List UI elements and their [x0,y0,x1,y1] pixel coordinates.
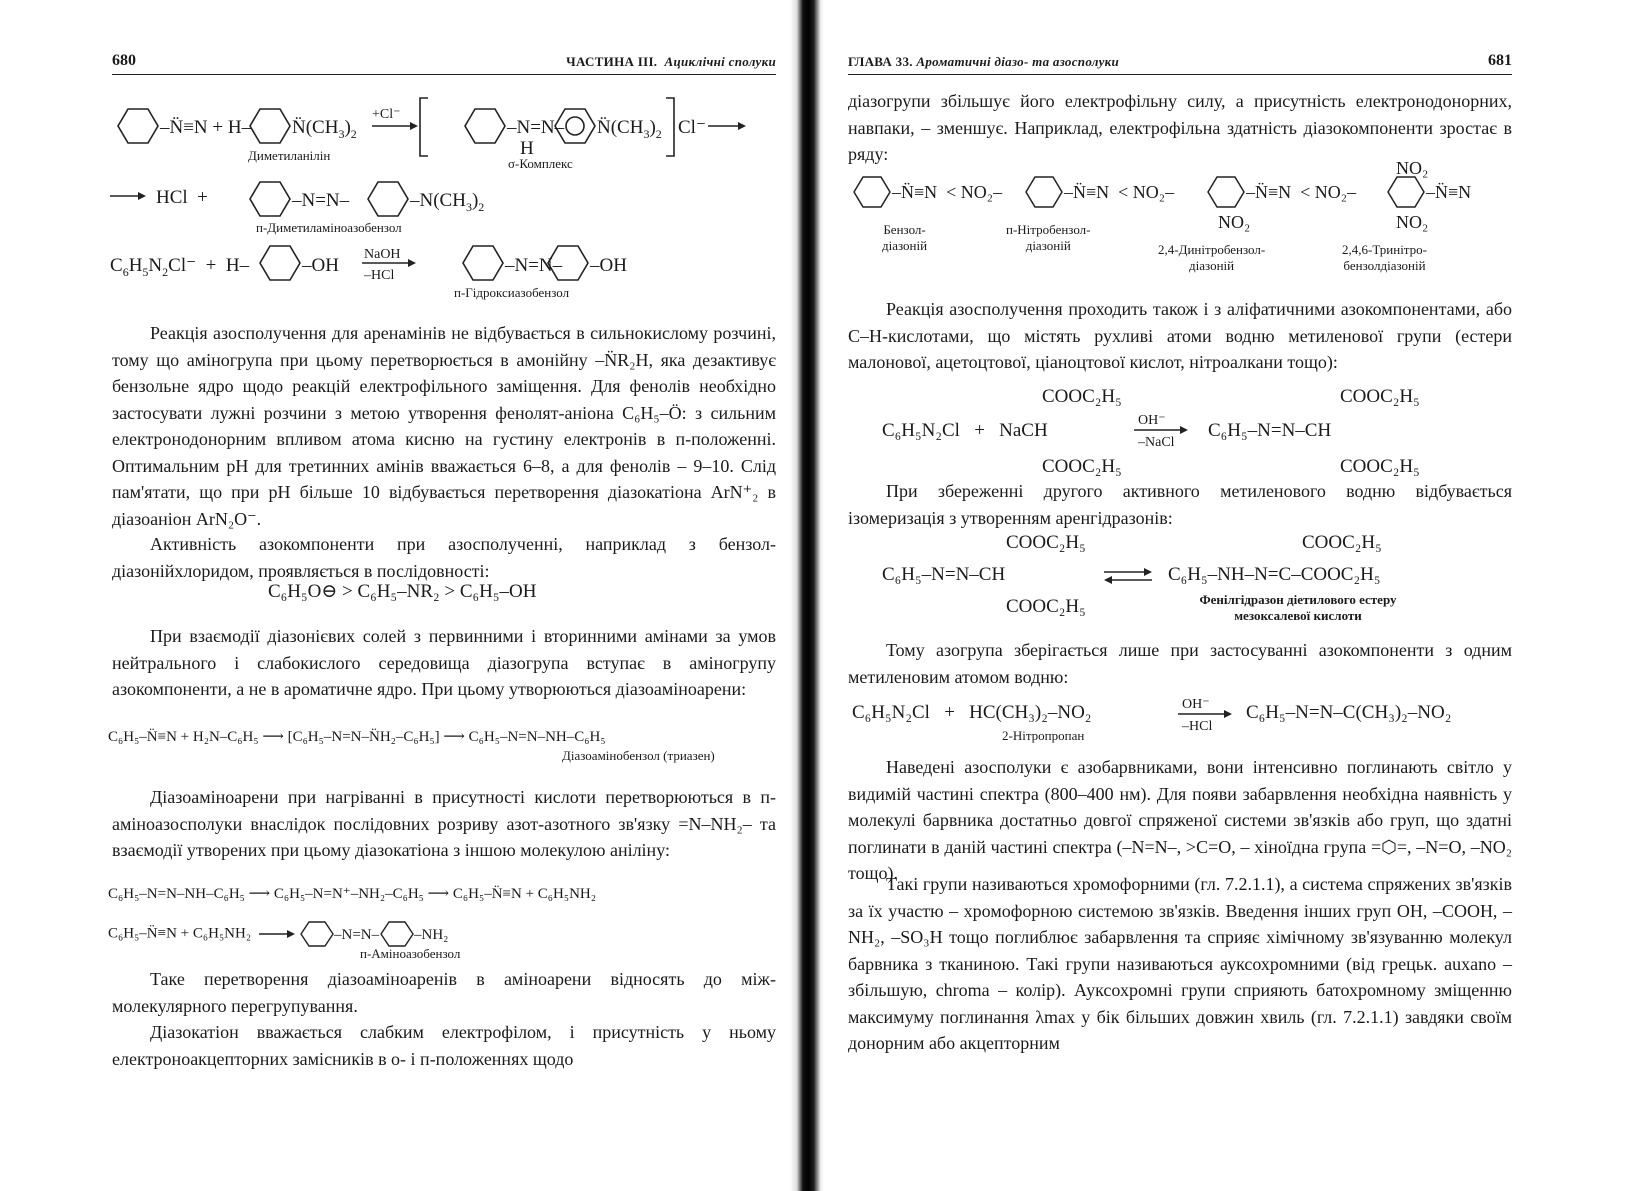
hydroxyazobenzene-caption: п-Гідроксиазобензол [454,285,570,300]
svg-text:–HCl: –HCl [1182,719,1213,730]
dimethylaminoazobenzene-caption: п-Диметиламіноазобензол [256,220,402,235]
left-paragraph-3: При взаємодії діазонієвих солей з первинними і вторинними амінами за умов нейтрального і слабокислого середовища діазогрупа вступає в аміногрупу азокомпоненти, а не в ароматичне ядро. При цьому утворюються діазоаміноарени: [112,626,776,699]
svg-text:COOC₂H₅: COOC₂H₅ [1042,386,1122,407]
dimethylaniline-caption: Диметиланілін [248,148,331,163]
svg-text:–OH: –OH [302,255,339,276]
left-page-number: 680 [112,52,136,69]
svg-text:N̈(CH3)2: $N̈(CH_3)_2$ [292,117,357,141]
rearrangement-equation-2: C₆H₅–N̈≡N + C₆H₅NH₂ –N=N– –NH₂ [108,920,455,948]
svg-text:COOC₂H₅: COOC₂H₅ [1340,456,1420,477]
svg-text:NO₂: NO₂ [1218,212,1251,232]
svg-text:OH⁻: OH⁻ [1138,413,1166,428]
svg-text:–NH₂: –NH₂ [413,927,449,943]
svg-text:C₆H₅N₂Cl + HC(CH₃)₂–NO₂: C₆H₅N₂Cl + HC(CH₃)₂–NO₂ [852,702,1092,723]
right-paragraph-1: діазогрупи збільшує його електрофільну силу, а присутність електронодонорних, навпаки, – зменшує. Наприклад, електрофільна здатність діазокомпоненти зростає в ряду: [848,91,1512,164]
svg-text:–OH: –OH [590,255,627,276]
left-page [0,0,792,1191]
sigma-complex-caption: σ-Комплекс [508,156,573,171]
svg-text:–N̈≡N < NO₂–: –N̈≡N < NO₂– [1246,182,1357,202]
caption-nitrobenzenediazonium: п-Нітробензол- діазоній [1006,222,1091,253]
nitropropane-coupling-scheme [852,690,1512,730]
left-running-title: ЧАСТИНА ІІІ. Ациклічні сполуки [566,54,776,69]
left-paragraph-2: Активність азокомпоненти при азосполученні, наприклад з бензолдіазонійхлоридом, проявляється в послідовності: [112,534,776,581]
svg-text:C6H5N2Cl⁻ + H–: $C_6H_5N_2Cl^- + H-$ [110,255,250,279]
right-page-number: 681 [1488,52,1512,69]
right-page [822,0,1634,1191]
svg-text:–N̈≡N + H–: –N̈≡N + H– [160,117,252,138]
svg-text:–N=N–: –N=N– [292,190,350,211]
left-paragraph-5: Таке перетворення діазоаміноаренів в аміноарени відносять до міжмолекулярного перегрупування. [112,969,776,1016]
svg-text:Cl⁻: Cl⁻ [678,117,706,138]
left-paragraph-4: Діазоаміноарени при нагріванні в присутності кислоти перетворюються в п-аміноазосполуки внаслідок послідовних розриву азот-азотного зв'язку =N–NH₂– та взаємодії утворених при цьому діазокатіона з іншою молекулою аніліну: [112,787,776,860]
left-paragraph-6: Діазокатіон вважається слабким електрофілом, і присутність у ньому електроноакцепторних замісників в о- і п-положеннях щодо [112,1022,776,1069]
left-paragraph-1: Реакція азосполучення для аренамінів не відбувається в сильнокислому розчині, тому що аміногрупа при цьому перетворюється в амонійну –N̈R₂H, яка дезактивує бензольне ядро щодо реакцій електрофільного заміщення. Для фенолів необхідно застосувати лужні розчини з метою утворення фенолят-аніона C₆H₅–Ö: з сильним електронодонорним впливом атома кисню на густину електронів в п-положенні. Оптимальним рН для третинних амінів вважається 6–8, а для фенолів – 9–10. Слід пам'ятати, що при рН більше 10 відбувається перетворення діазокатіона ArN⁺₂ в діазоаніон ArN₂O⁻. [112,323,776,529]
book-spine [790,0,824,1191]
svg-text:–NaCl: –NaCl [1138,435,1175,450]
svg-text:COOC₂H₅: COOC₂H₅ [1006,532,1086,553]
svg-text:C₆H₅–NH–N=C–COOC₂H₅: C₆H₅–NH–N=C–COOC₂H₅ [1168,564,1381,585]
caption-dinitrobenzenediazonium: 2,4-Динітробензол- діазоній [1158,242,1266,273]
triazene-equation: C₆H₅–N̈≡N + H₂N–C₆H₅ ⟶ [C₆H₅–N=N–N̈H₂–C₆H₅] ⟶ C₆H₅–N=N–NH–C₆H₅ [108,729,606,745]
svg-text:COOC₂H₅: COOC₂H₅ [1302,532,1382,553]
left-running-header [112,52,776,75]
svg-text:N̈(CH3)2: $N̈(CH_3)_2$ [597,117,662,141]
svg-text:NO₂: NO₂ [1396,160,1429,178]
right-running-title: ГЛАВА 33. Ароматичні діазо- та азосполуки [848,54,1120,69]
right-paragraph-2: Реакція азосполучення проходить також і з аліфатичними азокомпонентами, або С–Н-кислотами, що містять рухливі атоми водню метиленової групи (естери малонової, ацетоцтової, ціаноцтової кислот, нітроалкани тощо): [848,299,1512,372]
azo-coupling-scheme [110,96,750,296]
svg-text:NaOH: NaOH [364,247,401,262]
svg-text:–N̈≡N: –N̈≡N [1426,182,1472,202]
svg-text:–N=N–: –N=N– [507,117,565,138]
svg-text:COOC₂H₅: COOC₂H₅ [1340,386,1420,407]
svg-text:–N=N–: –N=N– [505,255,563,276]
caption-benzenediazonium: Бензол- діазоній [882,222,928,253]
svg-text:–N̈≡N < NO₂–: –N̈≡N < NO₂– [892,182,1003,202]
svg-text:C₆H₅–N=N–CH: C₆H₅–N=N–CH [882,564,1006,585]
svg-text:COOC₂H₅: COOC₂H₅ [1006,596,1086,617]
nitropropane-caption: 2-Нітропропан [1002,728,1085,743]
svg-text:OH⁻: OH⁻ [1182,697,1210,712]
svg-text:–N(CH3)2: $-N(CH_3)_2$ [410,190,485,214]
activity-series: C₆H₅O⊖ > C₆H₅–NR₂ > C₆H₅–OH [268,581,537,602]
svg-text:HCl +: HCl + [156,187,208,208]
triazene-caption: Діазоамінобензол (триазен) [562,748,715,763]
svg-text:–N̈≡N < NO₂–: –N̈≡N < NO₂– [1064,182,1175,202]
right-running-header [848,52,1512,75]
malonate-coupling-scheme [882,384,1502,480]
svg-text:C₆H₅–N=N–CH: C₆H₅–N=N–CH [1208,420,1332,441]
svg-text:+Cl⁻: +Cl⁻ [372,107,401,122]
svg-text:NO₂: NO₂ [1396,212,1429,232]
right-paragraph-5: Наведені азосполуки є азобарвниками, вони інтенсивно поглинають світло у видимій частині спектра (800–400 нм). Для появи забарвлення необхідна наявність у молекулі барвника достатньо довгої спряженої системи зв'язків або груп, що здатні поглинати в даній частині спектра (–N=N–, >C=O, – хіноїдна група =⬡=, –N=O, –NO₂ тощо). [848,757,1512,883]
right-paragraph-4: Тому азогрупа зберігається лише при застосуванні азокомпоненти з одним метиленовим атомом водню: [848,640,1512,687]
svg-text:–N=N–: –N=N– [333,927,379,943]
svg-text:C₆H₅N₂Cl + NaCH: C₆H₅N₂Cl + NaCH [882,420,1048,441]
rearrangement-equation-1: C₆H₅–N=N–NH–C₆H₅ ⟶ C₆H₅–N=N⁺–NH₂–C₆H₅ ⟶ C₆H₅–N̈≡N + C₆H₅NH₂ [108,886,596,902]
diazonium-reactivity-series [848,160,1518,232]
right-paragraph-6: Такі групи називаються хромофорними (гл. 7.2.1.1), а система спряжених зв'язків за їх участю – хромофорною системою зв'язків. Введення інших груп OH, –COOH, –NH₂, –SO₃H тощо поглиблює забарвлення та сприяє хімічному зв'язуванню молекул барвника з тканиною. Такі групи називаються ауксохромними (від грецьк. auxano – збільшую, chroma – колір). Ауксохромні групи сприяють батохромному зміщенню максимуму поглинання λmax у бік більших довжин хвиль (гл. 7.2.1.1) завдяки своїм донорним або акцепторним [848,874,1512,1053]
svg-text:H: H [520,138,534,159]
svg-text:COOC₂H₅: COOC₂H₅ [1042,456,1122,477]
svg-text:–HCl: –HCl [364,268,395,283]
caption-trinitrobenzenediazonium: 2,4,6-Тринітро- бензолдіазоній [1342,242,1427,273]
hydrazone-caption: Фенілгідразон діетилового естеру мезоксалевої кислоти [1199,592,1397,623]
right-paragraph-3: При збереженні другого активного метиленового водню відбувається ізомеризація з утворенням аренгідразонів: [848,481,1512,528]
aminoazobenzene-caption: п-Аміноазобензол [360,946,461,961]
svg-text:C₆H₅–N=N–C(CH₃)₂–NO₂: C₆H₅–N=N–C(CH₃)₂–NO₂ [1246,702,1452,723]
